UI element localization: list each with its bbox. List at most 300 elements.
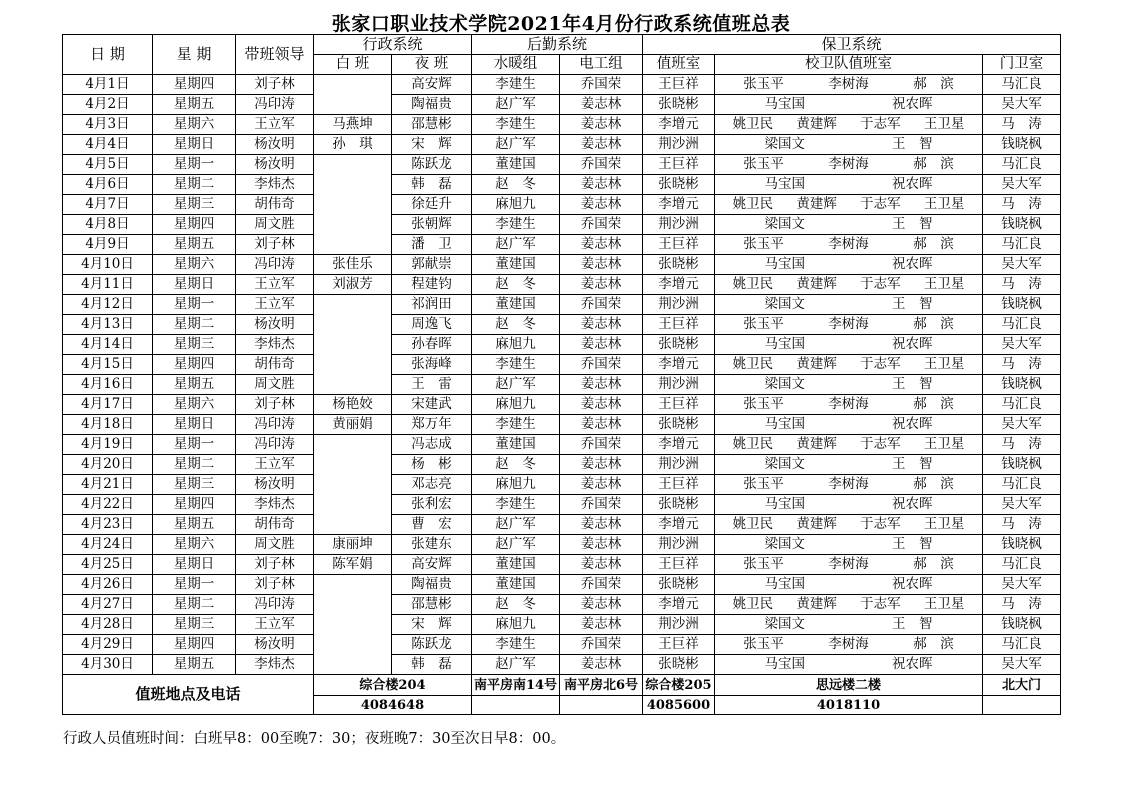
night-shift-cell: 宋建武 <box>392 395 472 415</box>
duty-room-cell: 张晓彬 <box>643 495 715 515</box>
patrol-names <box>715 295 982 312</box>
duty-room-cell: 张晓彬 <box>643 575 715 595</box>
gate-room-cell: 马汇良 <box>983 635 1061 655</box>
heating-cell: 赵广军 <box>472 515 560 535</box>
date-cell: 4月7日 <box>63 195 153 215</box>
patrol-name: 黄建辉 <box>796 115 837 132</box>
gate-room-cell: 马汇良 <box>983 555 1061 575</box>
leader-cell: 周文胜 <box>236 535 314 555</box>
duty-room-cell: 李增元 <box>643 595 715 615</box>
weekday-cell: 星期一 <box>153 295 236 315</box>
patrol-name: 姚卫民 <box>732 115 774 132</box>
patrol-name: 张玉平 <box>743 315 784 332</box>
patrol-name: 张玉平 <box>743 155 784 172</box>
electric-cell: 姜志林 <box>560 415 643 435</box>
table-row <box>63 315 1061 335</box>
patrol-names <box>715 155 982 172</box>
patrol-names <box>715 555 982 572</box>
table-row <box>63 155 1061 175</box>
gate-room-cell: 吴大军 <box>983 95 1061 115</box>
patrol-name: 姚卫民 <box>732 355 774 372</box>
patrol-name: 马宝国 <box>764 255 805 272</box>
leader-cell: 刘子林 <box>236 575 314 595</box>
patrol-names <box>715 535 982 552</box>
heating-cell: 李建生 <box>472 495 560 515</box>
gate-room-cell: 吴大军 <box>983 495 1061 515</box>
patrol-name: 马宝国 <box>764 495 805 512</box>
table-row <box>63 375 1061 395</box>
date-cell: 4月8日 <box>63 215 153 235</box>
location-label: 值班地点及电话 <box>63 675 314 715</box>
patrol-name: 祝农晖 <box>892 655 933 672</box>
patrol-names <box>715 515 982 532</box>
weekday-cell: 星期四 <box>153 635 236 655</box>
patrol-name: 于志军 <box>860 515 901 532</box>
patrol-names <box>715 315 982 332</box>
table-row <box>63 435 1061 455</box>
patrol-name: 马宝国 <box>764 175 805 192</box>
patrol-cell <box>715 375 983 395</box>
table-row <box>63 235 1061 255</box>
electric-cell: 姜志林 <box>560 515 643 535</box>
patrol-cell <box>715 515 983 535</box>
leader-cell: 胡伟奇 <box>236 355 314 375</box>
patrol-cell <box>715 295 983 315</box>
admin-location: 综合楼204 <box>314 675 472 696</box>
leader-cell: 杨汝明 <box>236 135 314 155</box>
patrol-name: 郝 滨 <box>913 75 954 92</box>
patrol-cell <box>715 555 983 575</box>
weekday-cell: 星期五 <box>153 235 236 255</box>
leader-cell: 冯印涛 <box>236 95 314 115</box>
electric-cell: 乔国荣 <box>560 215 643 235</box>
patrol-cell <box>715 135 983 155</box>
table-row <box>63 415 1061 435</box>
heating-cell: 董建国 <box>472 295 560 315</box>
patrol-name: 梁国文 <box>764 215 805 232</box>
patrol-name: 王 智 <box>892 295 933 312</box>
heating-cell: 赵 冬 <box>472 315 560 335</box>
heating-cell: 赵广军 <box>472 535 560 555</box>
gate-room-cell: 马 涛 <box>983 355 1061 375</box>
heating-location: 南平房南14号 <box>472 675 560 696</box>
leader-cell: 杨汝明 <box>236 635 314 655</box>
table-row <box>63 175 1061 195</box>
gate-location: 北大门 <box>983 675 1061 696</box>
patrol-name: 李树海 <box>828 155 869 172</box>
leader-cell: 刘子林 <box>236 235 314 255</box>
night-shift-cell: 杨 彬 <box>392 455 472 475</box>
leader-cell: 李炜杰 <box>236 655 314 675</box>
patrol-cell <box>715 535 983 555</box>
duty-room-cell: 王巨祥 <box>643 635 715 655</box>
weekday-cell: 星期六 <box>153 115 236 135</box>
patrol-name: 张玉平 <box>743 235 784 252</box>
gate-room-cell: 马汇良 <box>983 235 1061 255</box>
date-cell: 4月3日 <box>63 115 153 135</box>
patrol-name: 于志军 <box>860 195 901 212</box>
duty-schedule-table <box>62 34 1061 715</box>
heating-cell: 麻旭九 <box>472 395 560 415</box>
night-shift-cell: 韩 磊 <box>392 175 472 195</box>
patrol-cell <box>715 655 983 675</box>
duty-room-cell: 荆沙洲 <box>643 455 715 475</box>
patrol-name: 祝农晖 <box>892 95 933 112</box>
patrol-names <box>715 75 982 92</box>
duty-room-cell: 张晓彬 <box>643 335 715 355</box>
patrol-name: 梁国文 <box>764 135 805 152</box>
night-shift-cell: 邵慧彬 <box>392 595 472 615</box>
electric-cell: 姜志林 <box>560 375 643 395</box>
night-shift-cell: 郑万年 <box>392 415 472 435</box>
weekday-cell: 星期一 <box>153 575 236 595</box>
header-patrol-room: 校卫队值班室 <box>715 55 983 75</box>
date-cell: 4月30日 <box>63 655 153 675</box>
heating-cell: 李建生 <box>472 355 560 375</box>
heating-cell: 麻旭九 <box>472 475 560 495</box>
patrol-cell <box>715 435 983 455</box>
night-shift-cell: 张海峰 <box>392 355 472 375</box>
weekday-cell: 星期五 <box>153 515 236 535</box>
duty-room-cell: 张晓彬 <box>643 655 715 675</box>
patrol-names <box>715 415 982 432</box>
weekday-cell: 星期二 <box>153 175 236 195</box>
patrol-cell <box>715 595 983 615</box>
patrol-name: 祝农晖 <box>892 175 933 192</box>
table-row <box>63 75 1061 95</box>
patrol-name: 祝农晖 <box>892 415 933 432</box>
leader-cell: 王立军 <box>236 455 314 475</box>
duty-room-cell: 张晓彬 <box>643 175 715 195</box>
location-row <box>63 675 1061 696</box>
gate-room-cell: 钱晓枫 <box>983 375 1061 395</box>
electric-cell: 姜志林 <box>560 555 643 575</box>
header-electric: 电工组 <box>560 55 643 75</box>
weekday-cell: 星期四 <box>153 495 236 515</box>
patrol-names <box>715 355 982 372</box>
electric-cell: 姜志林 <box>560 615 643 635</box>
gate-room-cell: 钱晓枫 <box>983 295 1061 315</box>
electric-cell: 姜志林 <box>560 335 643 355</box>
date-cell: 4月10日 <box>63 255 153 275</box>
duty-location: 综合楼205 <box>643 675 715 696</box>
patrol-name: 王卫星 <box>923 275 965 292</box>
day-shift-cell: 刘淑芳 <box>314 275 392 295</box>
date-cell: 4月14日 <box>63 335 153 355</box>
heating-cell: 赵 冬 <box>472 595 560 615</box>
weekday-cell: 星期日 <box>153 275 236 295</box>
table-row <box>63 335 1061 355</box>
patrol-names <box>715 215 982 232</box>
heating-cell: 赵 冬 <box>472 175 560 195</box>
leader-cell: 李炜杰 <box>236 335 314 355</box>
table-row <box>63 115 1061 135</box>
patrol-name: 王 智 <box>892 375 933 392</box>
duty-room-cell: 王巨祥 <box>643 475 715 495</box>
patrol-cell <box>715 635 983 655</box>
gate-room-cell: 钱晓枫 <box>983 455 1061 475</box>
date-cell: 4月22日 <box>63 495 153 515</box>
day-shift-cell <box>314 435 392 535</box>
patrol-name: 王 智 <box>892 535 933 552</box>
duty-room-cell: 李增元 <box>643 515 715 535</box>
night-shift-cell: 张建东 <box>392 535 472 555</box>
duty-phone: 4085600 <box>643 696 715 715</box>
patrol-cell <box>715 195 983 215</box>
header-heating: 水暖组 <box>472 55 560 75</box>
patrol-name: 郝 滨 <box>913 635 954 652</box>
patrol-name: 李树海 <box>828 475 869 492</box>
day-shift-cell: 杨艳姣 <box>314 395 392 415</box>
heating-cell: 赵广军 <box>472 375 560 395</box>
patrol-name: 姚卫民 <box>732 195 774 212</box>
patrol-name: 王卫星 <box>923 595 965 612</box>
patrol-name: 黄建辉 <box>796 515 837 532</box>
heating-cell: 李建生 <box>472 635 560 655</box>
patrol-name: 郝 滨 <box>913 475 954 492</box>
duty-room-cell: 李增元 <box>643 275 715 295</box>
table-row <box>63 295 1061 315</box>
weekday-cell: 星期三 <box>153 195 236 215</box>
table-row <box>63 455 1061 475</box>
electric-cell: 姜志林 <box>560 395 643 415</box>
gate-room-cell: 吴大军 <box>983 175 1061 195</box>
date-cell: 4月27日 <box>63 595 153 615</box>
duty-room-cell: 王巨祥 <box>643 235 715 255</box>
leader-cell: 杨汝明 <box>236 315 314 335</box>
gate-room-cell: 吴大军 <box>983 255 1061 275</box>
table-row <box>63 655 1061 675</box>
night-shift-cell: 邓志亮 <box>392 475 472 495</box>
patrol-name: 李树海 <box>828 75 869 92</box>
heating-cell: 董建国 <box>472 155 560 175</box>
night-shift-cell: 郭献崇 <box>392 255 472 275</box>
night-shift-cell: 潘 卫 <box>392 235 472 255</box>
patrol-cell <box>715 155 983 175</box>
gate-room-cell: 马汇良 <box>983 75 1061 95</box>
duty-room-cell: 张晓彬 <box>643 415 715 435</box>
leader-cell: 冯印涛 <box>236 415 314 435</box>
patrol-cell <box>715 495 983 515</box>
patrol-name: 马宝国 <box>764 575 805 592</box>
date-cell: 4月4日 <box>63 135 153 155</box>
date-cell: 4月13日 <box>63 315 153 335</box>
leader-cell: 王立军 <box>236 275 314 295</box>
night-shift-cell: 徐廷升 <box>392 195 472 215</box>
gate-room-cell: 吴大军 <box>983 415 1061 435</box>
table-row <box>63 615 1061 635</box>
patrol-cell <box>715 215 983 235</box>
day-shift-cell: 孙 琪 <box>314 135 392 155</box>
date-cell: 4月19日 <box>63 435 153 455</box>
patrol-name: 李树海 <box>828 315 869 332</box>
electric-cell: 姜志林 <box>560 115 643 135</box>
night-shift-cell: 韩 磊 <box>392 655 472 675</box>
duty-room-cell: 荆沙洲 <box>643 215 715 235</box>
patrol-names <box>715 395 982 412</box>
patrol-names <box>715 455 982 472</box>
patrol-names <box>715 255 982 272</box>
table-row <box>63 575 1061 595</box>
table-row <box>63 255 1061 275</box>
weekday-cell: 星期三 <box>153 615 236 635</box>
gate-room-cell: 吴大军 <box>983 335 1061 355</box>
day-shift-cell <box>314 75 392 115</box>
patrol-names <box>715 195 982 212</box>
patrol-names <box>715 375 982 392</box>
electric-cell: 姜志林 <box>560 315 643 335</box>
table-row <box>63 635 1061 655</box>
electric-cell: 乔国荣 <box>560 435 643 455</box>
patrol-cell <box>715 95 983 115</box>
leader-cell: 冯印涛 <box>236 595 314 615</box>
heating-cell: 董建国 <box>472 575 560 595</box>
patrol-name: 王 智 <box>892 455 933 472</box>
electric-cell: 姜志林 <box>560 255 643 275</box>
patrol-phone: 4018110 <box>715 696 983 715</box>
heating-cell: 麻旭九 <box>472 335 560 355</box>
weekday-cell: 星期五 <box>153 375 236 395</box>
electric-cell: 乔国荣 <box>560 295 643 315</box>
patrol-cell <box>715 255 983 275</box>
weekday-cell: 星期五 <box>153 95 236 115</box>
duty-room-cell: 张晓彬 <box>643 255 715 275</box>
patrol-name: 祝农晖 <box>892 495 933 512</box>
patrol-name: 李树海 <box>828 395 869 412</box>
header-gate-room: 门卫室 <box>983 55 1061 75</box>
patrol-cell <box>715 395 983 415</box>
date-cell: 4月12日 <box>63 295 153 315</box>
leader-cell: 胡伟奇 <box>236 515 314 535</box>
patrol-name: 祝农晖 <box>892 335 933 352</box>
weekday-cell: 星期四 <box>153 75 236 95</box>
table-row <box>63 475 1061 495</box>
electric-cell: 姜志林 <box>560 535 643 555</box>
duty-room-cell: 李增元 <box>643 355 715 375</box>
duty-room-cell: 荆沙洲 <box>643 375 715 395</box>
heating-cell: 李建生 <box>472 115 560 135</box>
patrol-name: 姚卫民 <box>732 515 774 532</box>
day-shift-cell <box>314 575 392 675</box>
patrol-cell <box>715 575 983 595</box>
night-shift-cell: 宋 辉 <box>392 615 472 635</box>
table-row <box>63 215 1061 235</box>
leader-cell: 周文胜 <box>236 215 314 235</box>
date-cell: 4月15日 <box>63 355 153 375</box>
heating-cell: 董建国 <box>472 255 560 275</box>
patrol-name: 梁国文 <box>764 455 805 472</box>
weekday-cell: 星期四 <box>153 355 236 375</box>
patrol-name: 于志军 <box>860 275 901 292</box>
weekday-cell: 星期三 <box>153 335 236 355</box>
gate-room-cell: 钱晓枫 <box>983 615 1061 635</box>
night-shift-cell: 高安辉 <box>392 555 472 575</box>
admin-phone: 4084648 <box>314 696 472 715</box>
heating-cell: 赵广军 <box>472 95 560 115</box>
night-shift-cell: 张利宏 <box>392 495 472 515</box>
weekday-cell: 星期二 <box>153 315 236 335</box>
night-shift-cell: 陈跃龙 <box>392 155 472 175</box>
date-cell: 4月28日 <box>63 615 153 635</box>
heating-cell: 董建国 <box>472 555 560 575</box>
electric-cell: 乔国荣 <box>560 575 643 595</box>
leader-cell: 刘子林 <box>236 75 314 95</box>
header-leader: 带班领导 <box>236 35 314 75</box>
leader-cell: 刘子林 <box>236 555 314 575</box>
electric-cell: 姜志林 <box>560 475 643 495</box>
patrol-names <box>715 575 982 592</box>
heating-cell: 李建生 <box>472 215 560 235</box>
electric-cell: 姜志林 <box>560 175 643 195</box>
duty-room-cell: 王巨祥 <box>643 395 715 415</box>
patrol-name: 黄建辉 <box>796 275 837 292</box>
patrol-name: 祝农晖 <box>892 575 933 592</box>
electric-cell: 姜志林 <box>560 595 643 615</box>
patrol-cell <box>715 175 983 195</box>
leader-cell: 李炜杰 <box>236 495 314 515</box>
patrol-name: 于志军 <box>860 595 901 612</box>
electric-cell: 姜志林 <box>560 195 643 215</box>
heating-cell: 李建生 <box>472 415 560 435</box>
patrol-name: 于志军 <box>860 435 901 452</box>
duty-room-cell: 王巨祥 <box>643 155 715 175</box>
header-logistics-system: 后勤系统 <box>472 35 643 55</box>
patrol-name: 马宝国 <box>764 415 805 432</box>
patrol-names <box>715 235 982 252</box>
weekday-cell: 星期四 <box>153 215 236 235</box>
gate-room-cell: 马 涛 <box>983 115 1061 135</box>
header-security-system: 保卫系统 <box>643 35 1061 55</box>
gate-room-cell: 钱晓枫 <box>983 215 1061 235</box>
patrol-name: 梁国文 <box>764 295 805 312</box>
night-shift-cell: 陈跃龙 <box>392 635 472 655</box>
table-row <box>63 515 1061 535</box>
weekday-cell: 星期日 <box>153 415 236 435</box>
table-row <box>63 495 1061 515</box>
night-shift-cell: 祁润田 <box>392 295 472 315</box>
gate-room-cell: 马 涛 <box>983 275 1061 295</box>
patrol-names <box>715 495 982 512</box>
patrol-name: 李树海 <box>828 235 869 252</box>
night-shift-cell: 陶福贵 <box>392 95 472 115</box>
weekday-cell: 星期一 <box>153 155 236 175</box>
electric-cell: 姜志林 <box>560 275 643 295</box>
night-shift-cell: 陶福贵 <box>392 575 472 595</box>
table-row <box>63 355 1061 375</box>
patrol-name: 梁国文 <box>764 535 805 552</box>
patrol-name: 张玉平 <box>743 475 784 492</box>
weekday-cell: 星期二 <box>153 455 236 475</box>
leader-cell: 冯印涛 <box>236 255 314 275</box>
patrol-name: 王卫星 <box>923 195 965 212</box>
gate-room-cell: 马 涛 <box>983 195 1061 215</box>
patrol-name: 于志军 <box>860 115 901 132</box>
patrol-name: 黄建辉 <box>796 595 837 612</box>
patrol-name: 王 智 <box>892 135 933 152</box>
day-shift-cell: 黄丽娟 <box>314 415 392 435</box>
duty-room-cell: 荆沙洲 <box>643 135 715 155</box>
patrol-name: 李树海 <box>828 635 869 652</box>
day-shift-cell: 康丽坤 <box>314 535 392 555</box>
electric-cell: 乔国荣 <box>560 75 643 95</box>
heating-cell: 李建生 <box>472 75 560 95</box>
heating-cell: 董建国 <box>472 435 560 455</box>
patrol-name: 马宝国 <box>764 95 805 112</box>
day-shift-cell <box>314 295 392 395</box>
duty-room-cell: 王巨祥 <box>643 315 715 335</box>
patrol-names <box>715 335 982 352</box>
patrol-name: 张玉平 <box>743 395 784 412</box>
